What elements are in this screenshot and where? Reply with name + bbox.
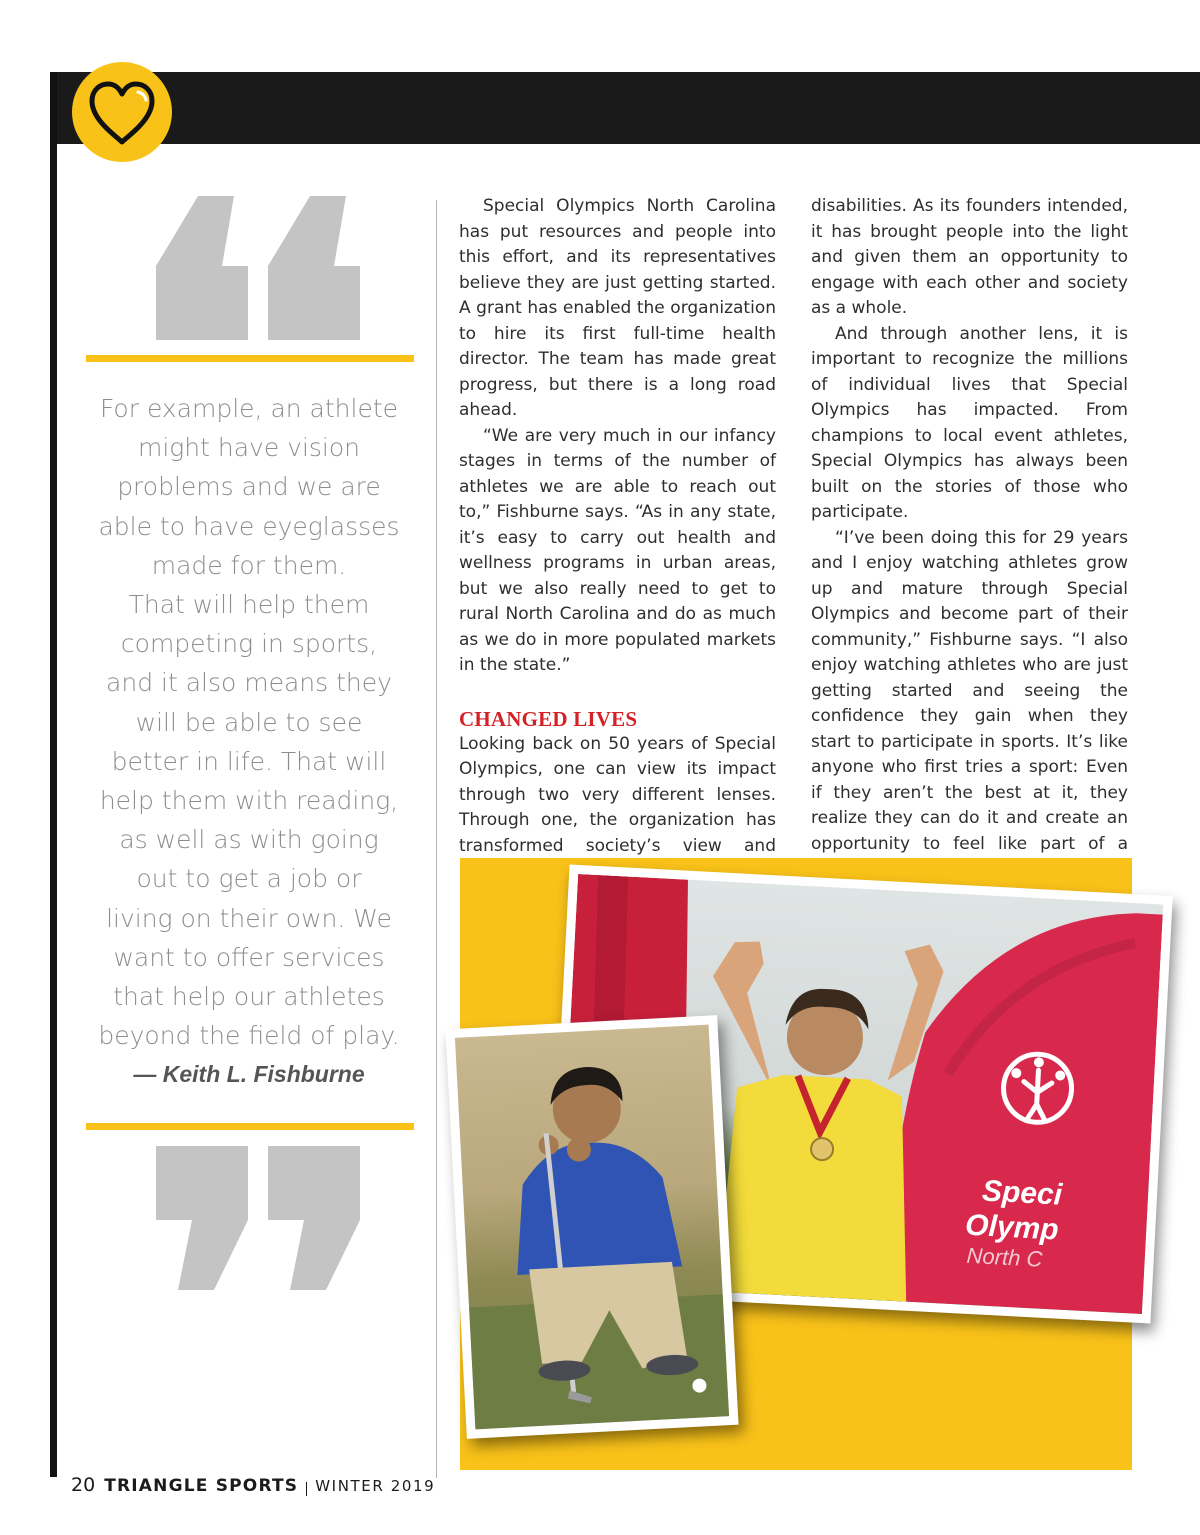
article-column-1 <box>459 194 776 910</box>
pull-quote-line: want to offer services <box>113 942 385 972</box>
column-divider <box>436 200 437 1478</box>
pull-quote-line: competing in sports, <box>120 629 378 659</box>
article-column-2 <box>811 194 1128 908</box>
pull-quote-line: that help our athletes <box>113 982 385 1012</box>
footer-separator <box>306 1482 307 1496</box>
quote-top-rule <box>86 355 414 362</box>
left-margin-rule <box>50 72 57 1477</box>
pull-quote-line: able to have eyeglasses <box>98 511 400 541</box>
pull-quote-line: might have vision <box>137 433 361 463</box>
photo-golfer <box>445 1015 738 1439</box>
banner-text: Speci <box>981 1174 1063 1212</box>
pull-quote-line: living on their own. We <box>106 903 392 933</box>
page-number: 20 <box>71 1474 96 1496</box>
article-paragraph: Special Olympics North Carolina has put resources and people into this effort, and its representatives believe they are just getting started. A grant has enabled the organization to hire its first full-time health director. The team has made great progress, but there is a long road ahead. <box>459 196 776 420</box>
header-bar <box>57 72 1200 144</box>
issue-label: WINTER 2019 <box>315 1477 436 1495</box>
pull-quote-attribution: — Keith L. Fishburne <box>133 1061 365 1087</box>
article-paragraph: “We are very much in our infancy stages in terms of the number of athletes we are able to reach out to,” Fishburne says. “As in any state, it’s easy to carry out health and wellness programs in urban areas, but we also really need to get to rural North Carolina and do as much as we do in more populated markets in the state.” <box>459 425 776 675</box>
magazine-name: TRIANGLE SPORTS <box>104 1476 299 1496</box>
pull-quote-line: will be able to see <box>135 707 363 737</box>
pull-quote-line: That will help them <box>128 590 370 620</box>
pull-quote <box>90 389 408 1055</box>
pull-quote-line: For example, an athlete <box>99 394 399 423</box>
article-paragraph: disabilities. As its founders intended, it has brought people into the light and given them an opportunity to engage with each other and society as a whole. <box>811 196 1128 318</box>
pull-quote-line: made for them. <box>151 550 347 580</box>
open-quote-icon <box>150 168 370 368</box>
banner-text: North C <box>966 1242 1044 1272</box>
golfer-illustration <box>455 1025 729 1430</box>
heart-badge <box>72 62 172 162</box>
article-paragraph: Looking back on 50 years of Special Olympics, one can view its impact through two very different lenses. Through one, the organization has transformed society’s view and <box>459 733 776 856</box>
quote-bottom-rule <box>86 1123 414 1130</box>
pull-quote-line: help them with reading, <box>99 786 399 816</box>
pull-quote-line: out to get a job or <box>136 864 362 894</box>
article-paragraph: And through another lens, it is important to recognize the millions of individual lives that Special Olympics has impacted. From champions to local event athletes, Special Olympics has always been built on the stories of those who participate. <box>811 323 1128 522</box>
pull-quote-line: problems and we are <box>117 472 381 502</box>
heart-icon <box>86 78 158 148</box>
banner-text: Olymp <box>964 1208 1060 1247</box>
pull-quote-line: as well as with going <box>119 825 379 855</box>
close-quote-icon <box>150 1130 370 1300</box>
pull-quote-line: beyond the field of play. <box>98 1021 400 1051</box>
pull-quote-line: and it also means they <box>106 668 392 698</box>
article-paragraph: “I’ve been doing this for 29 years and I enjoy watching athletes grow up and mature through Special Olympics and become part of their community,” Fishburne says. “I also enjoy watching athletes who are just getting started and seeing the confidence they gain when they start to participate in sports. It’s like anyone who first tries a sport: Even if they aren’t the best at it, they realize they can do it and create an opportunity to feel like part of a <box>811 527 1128 854</box>
page-footer <box>71 1474 435 1504</box>
section-heading: CHANGED LIVES <box>459 706 638 731</box>
pull-quote-line: better in life. That will <box>111 746 387 776</box>
